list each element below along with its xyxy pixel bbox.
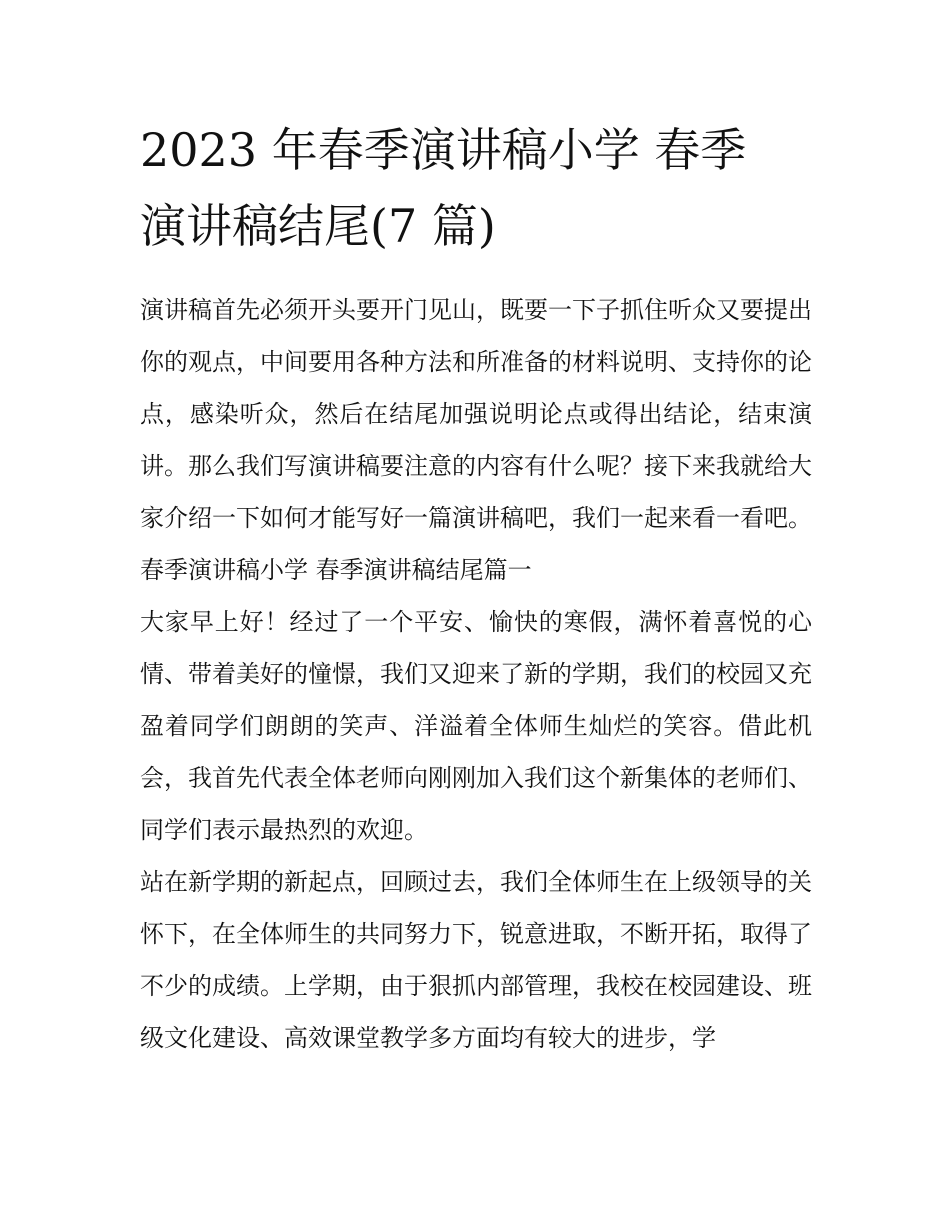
body-paragraph: 大家早上好！经过了一个平安、愉快的寒假，满怀着喜悦的心情、带着美好的憧憬，我们又迎来了新的学期，我们的校园又充盈着同学们朗朗的笑声、洋溢着全体师生灿烂的笑容。借此机会，我首先代表全体老师向刚刚加入我们这个新集体的老师们、同学们表示最热烈的欢迎。 [140,608,812,844]
body-paragraph: 站在新学期的新起点，回顾过去，我们全体师生在上级领导的关怀下，在全体师生的共同努力下，锐意进取，不断开拓，取得了不少的成绩。上学期，由于狠抓内部管理，我校在校园建设、班级文化建设、高效课堂教学多方面均有较大的进步，学 [140,868,812,1052]
document-page [140,112,812,1064]
intro-paragraph: 演讲稿首先必须开头要开门见山，既要一下子抓住听众又要提出你的观点，中间要用各种方法和所准备的材料说明、支持你的论点，感染听众，然后在结尾加强说明论点或得出结论，结束演讲。那么我们写演讲稿要注意的内容有什么呢？接下来我就给大家介绍一下如何才能写好一篇演讲稿吧，我们一起来看一看吧。 [140,296,812,532]
title-line-1: 2023 年春季演讲稿小学 春季 [140,123,747,177]
section-heading: 春季演讲稿小学 春季演讲稿结尾篇一 [140,556,532,584]
document-body [140,284,812,1064]
document-title [140,112,812,264]
title-line-2: 演讲稿结尾(7 篇) [140,199,496,253]
